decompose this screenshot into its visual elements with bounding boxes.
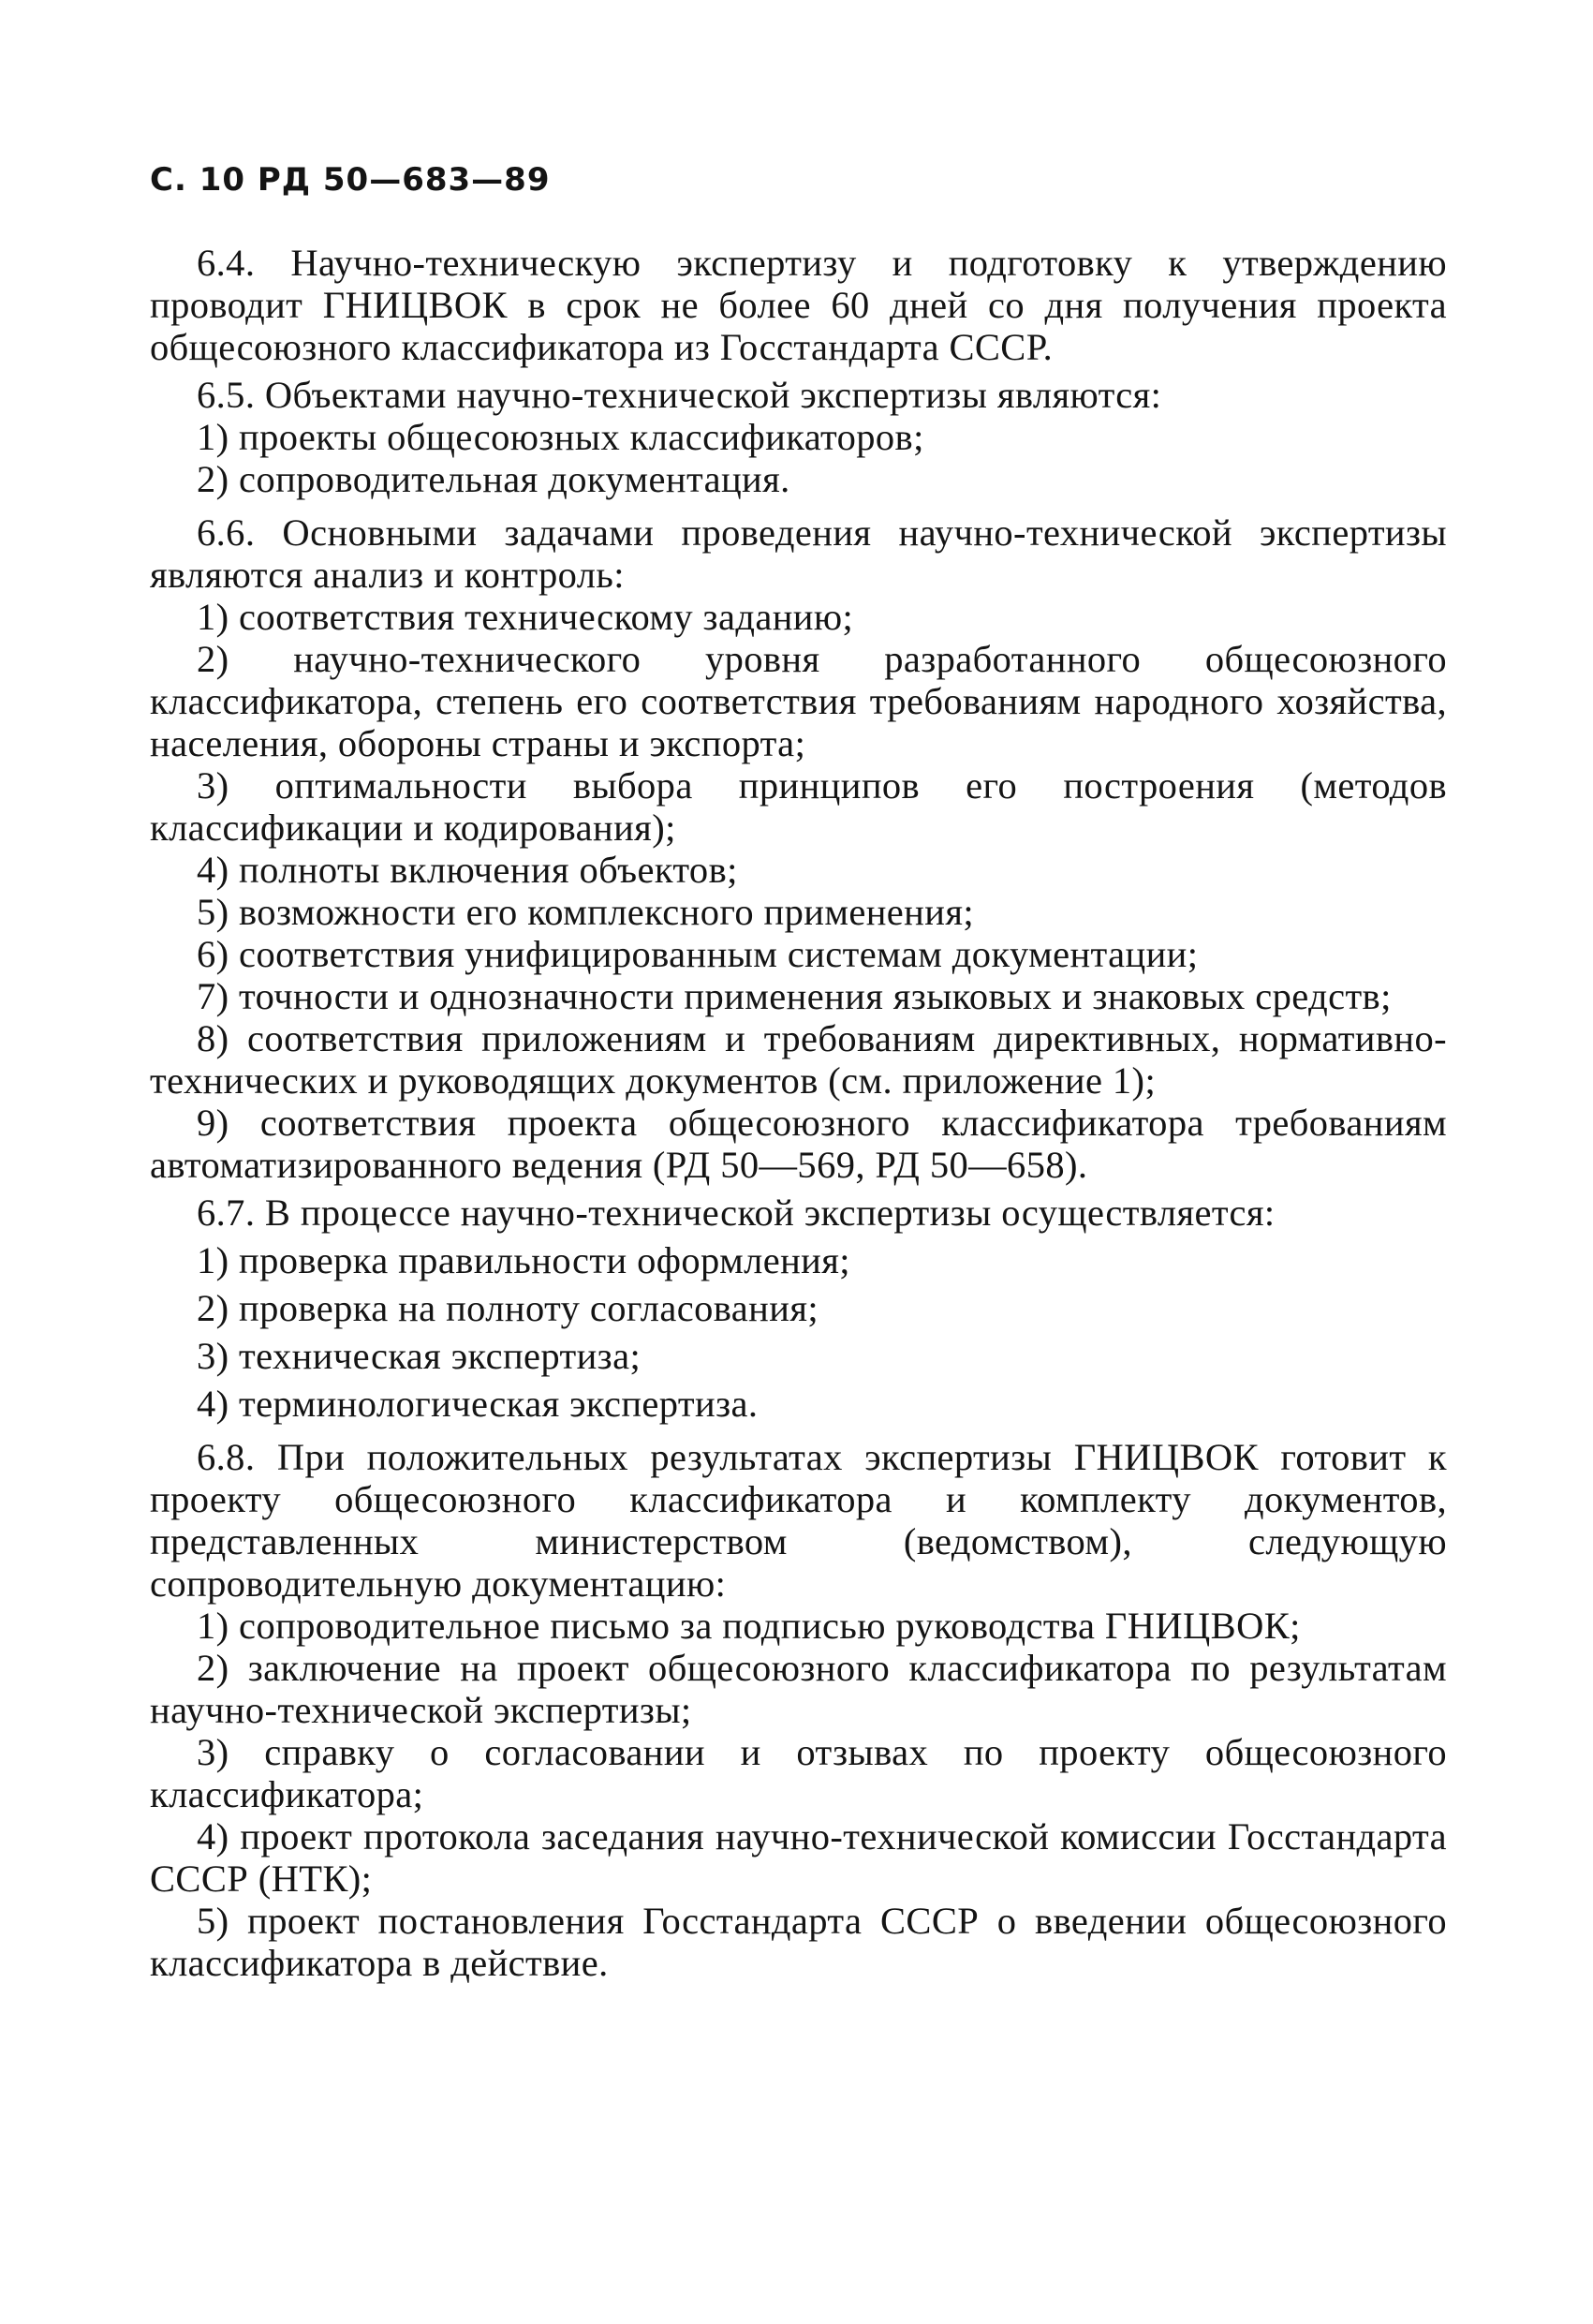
paragraph-6-8-intro: 6.8. При положительных результатах экспертизы ГНИЦВОК готовит к проекту общесоюзного классификатора и комплекту документов, представленных министерством (ведомством), следующую сопроводительную документацию: bbox=[150, 1436, 1447, 1605]
list-item: 2) проверка на полноту согласования; bbox=[197, 1287, 819, 1329]
list-item: 3) справку о согласовании и отзывах по проекту общесоюзного классификатора; bbox=[150, 1731, 1447, 1815]
list-item: 5) проект постановления Госстандарта СССР о введении общесоюзного классификатора в действие. bbox=[150, 1900, 1447, 1984]
list-item: 1) проверка правильности оформления; bbox=[197, 1239, 850, 1281]
paragraph-6-4: 6.4. Научно-техническую экспертизу и подготовку к утверждению проводит ГНИЦВОК в срок не более 60 дней со дня получения проекта общесоюзного классификатора из Госстандарта СССР. bbox=[150, 242, 1447, 368]
list-item: 7) точности и однозначности применения языковых и знаковых средств; bbox=[197, 975, 1392, 1017]
list-item: 1) сопроводительное письмо за подписью руководства ГНИЦВОК; bbox=[197, 1605, 1301, 1647]
list-item: 6) соответствия унифицированным системам документации; bbox=[197, 933, 1199, 975]
list-item: 8) соответствия приложениям и требованиям директивных, нормативно-технических и руководящих документов (см. приложение 1); bbox=[150, 1017, 1447, 1102]
list-item: 1) соответствия техническому заданию; bbox=[197, 596, 854, 638]
paragraph-6-6-intro: 6.6. Основными задачами проведения научно-технической экспертизы являются анализ и контроль: bbox=[150, 511, 1447, 596]
paragraph-6-7-intro: 6.7. В процессе научно-технической экспертизы осуществляется: bbox=[197, 1192, 1276, 1234]
document-body bbox=[150, 242, 1447, 1984]
list-item: 5) возможности его комплексного применения; bbox=[197, 891, 975, 933]
list-item: 4) проект протокола заседания научно-технической комиссии Госстандарта СССР (НТК); bbox=[150, 1815, 1447, 1900]
page-header: С. 10 РД 50—683—89 bbox=[150, 161, 551, 199]
list-item: 2) научно-технического уровня разработанного общесоюзного классификатора, степень его соответствия требованиям народного хозяйства, населения, обороны страны и экспорта; bbox=[150, 638, 1447, 764]
list-item: 9) соответствия проекта общесоюзного классификатора требованиям автоматизированного ведения (РД 50—569, РД 50—658). bbox=[150, 1102, 1447, 1186]
list-item: 4) терминологическая экспертиза. bbox=[197, 1383, 759, 1425]
list-item: 3) оптимальности выбора принципов его построения (методов классификации и кодирования); bbox=[150, 764, 1447, 849]
list-item: 4) полноты включения объектов; bbox=[197, 849, 738, 891]
list-item: 1) проекты общесоюзных классификаторов; bbox=[197, 416, 924, 458]
list-item: 3) техническая экспертиза; bbox=[197, 1335, 642, 1377]
paragraph-6-5-intro: 6.5. Объектами научно-технической экспертизы являются: bbox=[197, 374, 1162, 416]
list-item: 2) заключение на проект общесоюзного классификатора по результатам научно-технической экспертизы; bbox=[150, 1647, 1447, 1731]
list-item: 2) сопроводительная документация. bbox=[197, 458, 790, 500]
